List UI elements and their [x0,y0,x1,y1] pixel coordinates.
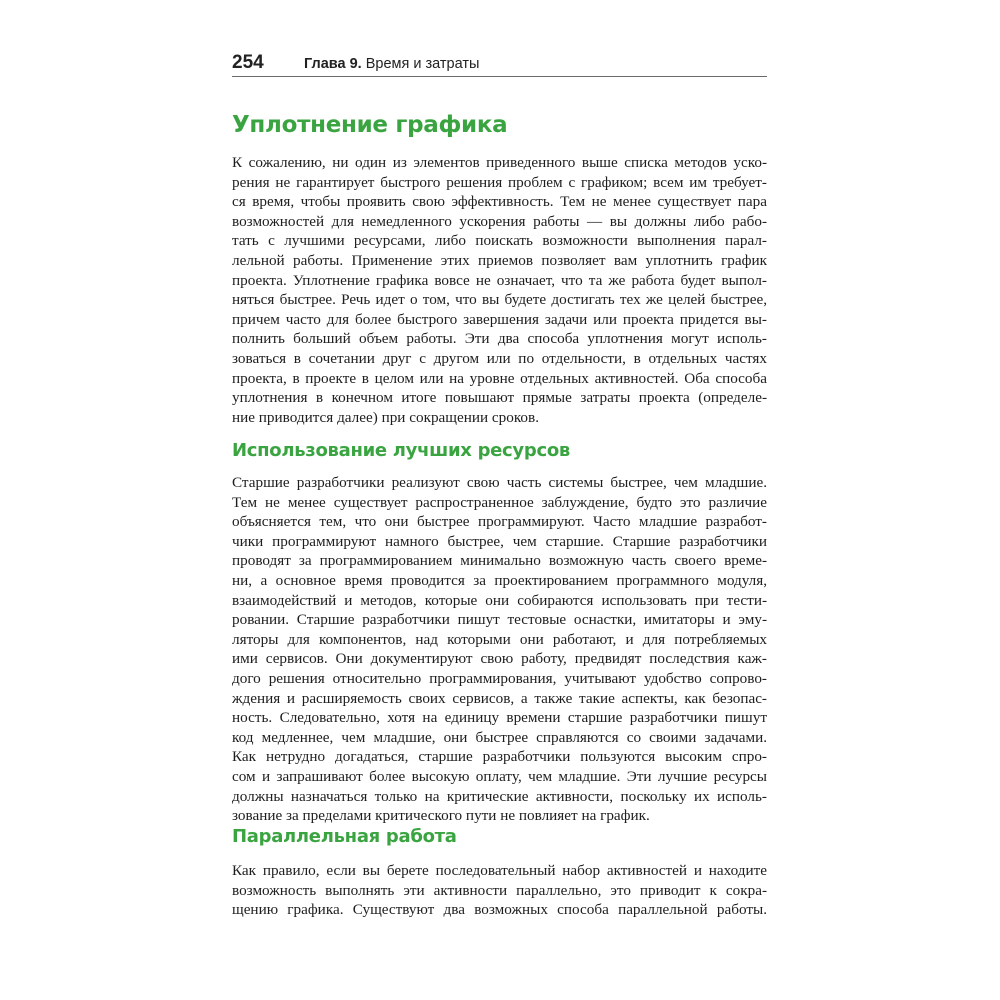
text-line: лельной работы. Применение этих приемов позволяет вам уплотнить график [232,251,767,269]
text-line: Тем не менее существует распространенное заблуждение, будто это различие [232,493,767,511]
text-line: дого решения относительно программирования, учитывают удобство сопрово- [232,669,767,687]
text-line: проекта. Уплотнение графика вовсе не означает, что та же работа будет выпол- [232,271,767,289]
text-line: ни, а основное время проводится за проектированием программного модуля, [232,571,767,589]
subsection-title-resources: Использование лучших ресурсов [232,440,570,461]
chapter-label: Глава 9. [304,56,362,72]
text-line: проводят за программированием минимально возможную часть своего време- [232,552,767,570]
text-line: ся время, чтобы проявить свою эффективность. Тем не менее существует пара [232,193,767,211]
text-line: возможностей для немедленного ускорения работы — вы должны либо рабо- [232,212,767,230]
text-line: сом и запрашивают более высокую оплату, чем младшие. Эти лучшие ресурсы [232,767,767,785]
text-line: взаимодействий и методов, которые они собираются использовать при тести- [232,591,767,609]
text-line: ровании. Старшие разработчики пишут тестовые оснастки, имитаторы и эму- [232,611,767,629]
text-line: Старшие разработчики реализуют свою часть системы быстрее, чем младшие. [232,474,767,491]
text-line: ляторы для компонентов, над которыми они работают, и для потребляемых [232,630,767,648]
chapter-title: Время и затраты [365,56,480,72]
text-line: чики программируют намного быстрее, чем старшие. Старшие разработчики [232,532,767,550]
text-line: ность. Следовательно, хотя на единицу времени старшие разработчики пишут [232,709,767,727]
resources-paragraph [232,473,767,826]
text-line: полнить больший объем работы. Эти два способа уплотнения могут исполь- [232,330,767,348]
text-line: уплотнения в конечном итоге повышают прямые затраты проекта (определе- [232,389,767,407]
text-line: причем часто для более быстрого завершения задачи или проекта придется вы- [232,310,767,328]
text-line: ими сервисов. Они документируют свою работу, предвидят последствия каж- [232,650,767,668]
text-line: Как нетрудно догадаться, старшие разработчики пользуются высоким спро- [232,748,767,766]
text-line: К сожалению, ни один из элементов приведенного выше списка методов уско- [232,154,767,171]
text-line: возможность выполнять эти активности параллельно, это приводит к сокра- [232,881,767,899]
running-header [232,52,767,77]
text-line: няться быстрее. Речь идет о том, что вы будете достигать тех же целей быстрее, [232,291,767,309]
running-head [304,55,479,73]
section-paragraph [232,153,767,427]
subsection-title-parallel: Параллельная работа [232,826,457,847]
text-line: рения не гарантирует быстрого решения проблем с графиком; всем им требует- [232,173,767,191]
text-line: щению графика. Существуют два возможных способа параллельной работы. [232,901,767,919]
text-line: ждения и расширяемость своих сервисов, а также такие аспекты, как безопас- [232,689,767,707]
text-line: код медленнее, чем младшие, они быстрее справляются со своими задачами. [232,728,767,746]
text-line: зование за пределами критического пути не повлияет на график. [232,807,650,825]
text-line: должны назначаться только на критические активности, поскольку их исполь- [232,787,767,805]
text-line: объясняется тем, что они быстрее программируют. Часто младшие разработ- [232,513,767,531]
text-line: тать с лучшими ресурсами, либо поискать возможности выполнения парал- [232,232,767,250]
parallel-paragraph [232,861,767,920]
page-number: 254 [232,52,264,73]
text-line: проекта, в проекте в целом или на уровне отдельных активностей. Оба способа [232,369,767,387]
text-line: зоваться в сочетании друг с другом или по отдельности, в отдельных частях [232,349,767,367]
text-line: Как правило, если вы берете последовательный набор активностей и находите [232,862,767,879]
section-title: Уплотнение графика [232,112,508,138]
text-line: ние приводится далее) при сокращении сроков. [232,408,539,426]
